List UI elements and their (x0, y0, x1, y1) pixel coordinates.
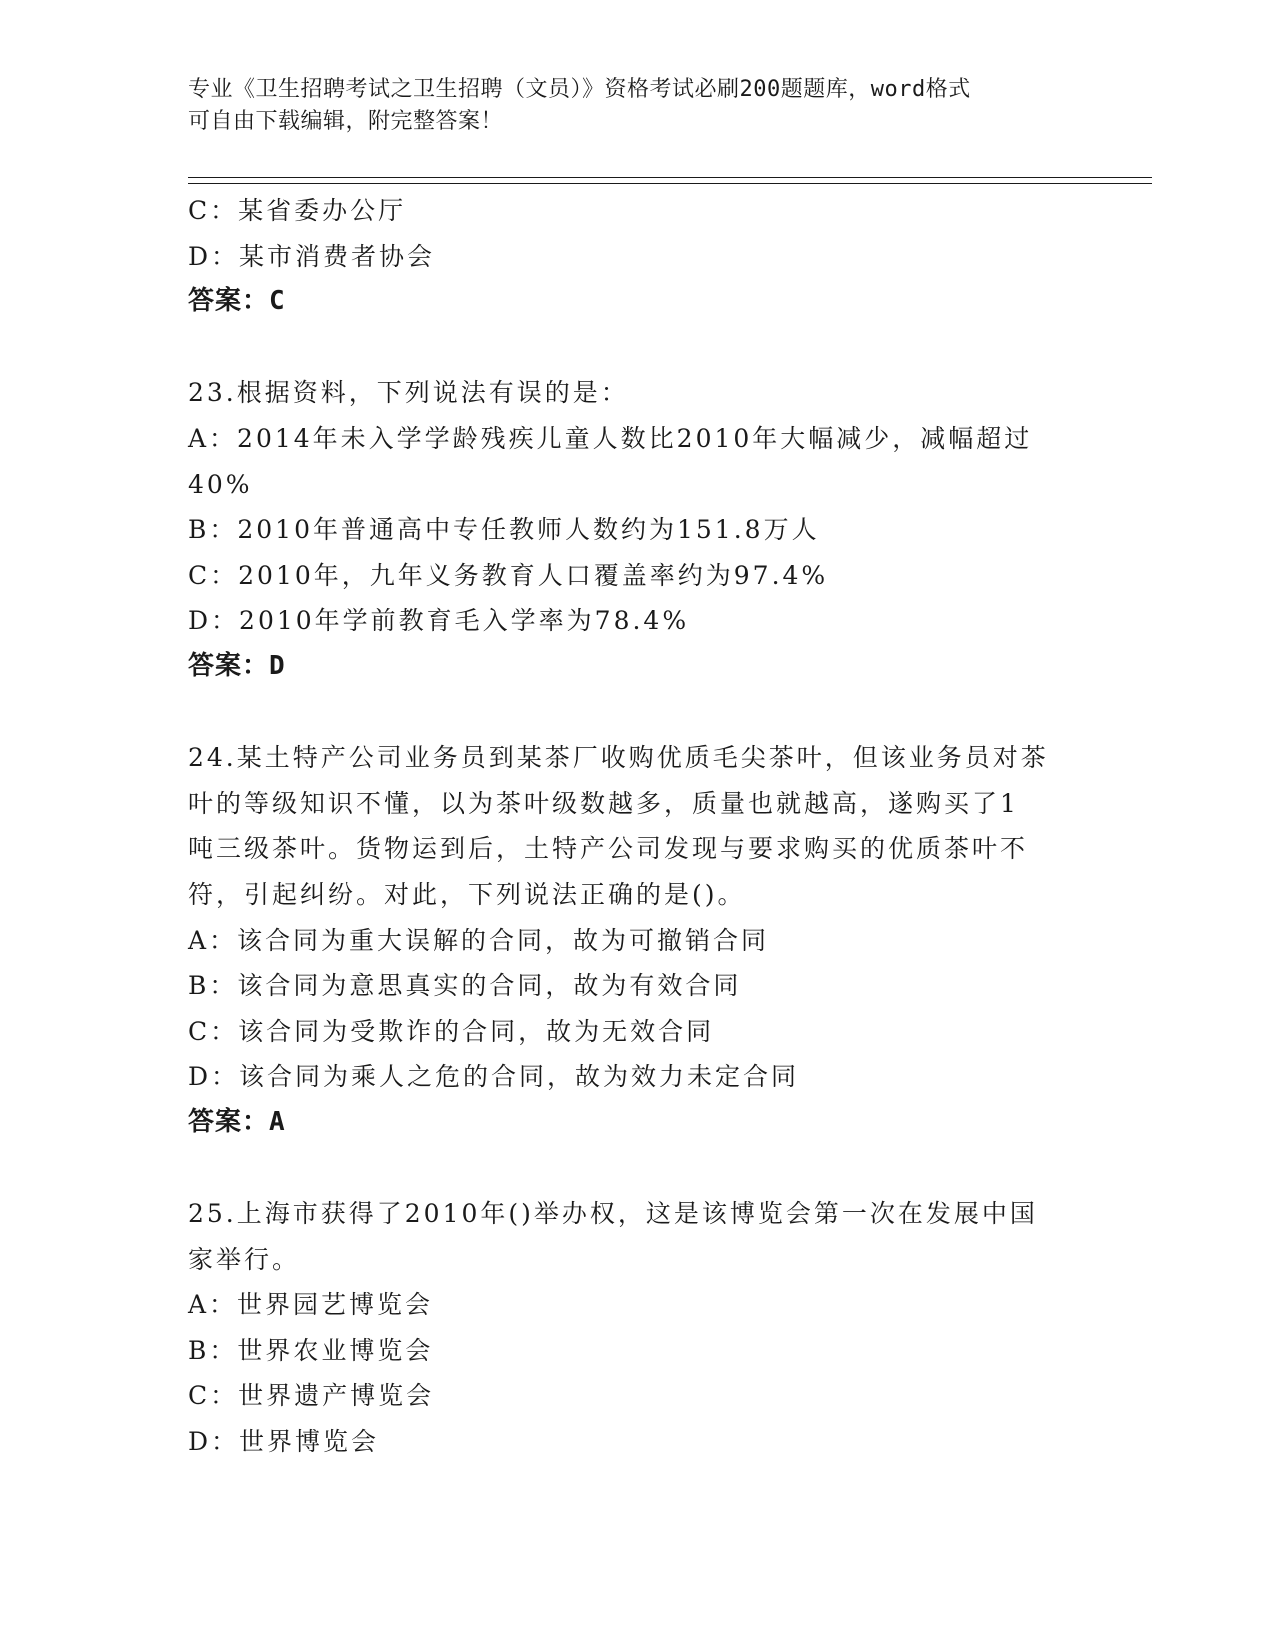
question-stem: 23.根据资料，下列说法有误的是： (188, 378, 629, 408)
header-rule-bottom (188, 183, 1152, 184)
spacer (188, 1145, 1088, 1191)
header-line-2: 可自由下载编辑，附完整答案！ (188, 109, 504, 134)
option-c: C：该合同为受欺诈的合同，故为无效合同 (188, 1016, 715, 1046)
question-25 (188, 1191, 1088, 1465)
option-d: D：该合同为乘人之危的合同，故为效力未定合同 (188, 1062, 800, 1092)
option-d: D：世界博览会 (188, 1427, 380, 1457)
answer-line: 答案：C (188, 286, 286, 317)
option-a: A：该合同为重大误解的合同，故为可撤销合同 (188, 925, 770, 955)
option-a: A：2014年未入学学龄残疾儿童人数比2010年大幅减少，减幅超过 (188, 423, 1033, 453)
option-b: B：世界农业博览会 (188, 1335, 434, 1365)
question-stem: 25.上海市获得了2010年()举办权，这是该博览会第一次在发展中国 (188, 1199, 1038, 1229)
question-24 (188, 735, 1088, 1145)
document-header (188, 74, 1068, 138)
option-c: C：世界遗产博览会 (188, 1381, 435, 1411)
option-d: D：2010年学前教育毛入学率为78.4% (188, 606, 690, 636)
prev-question-block (188, 188, 1088, 325)
question-content (188, 188, 1088, 1465)
spacer (188, 325, 1088, 371)
question-stem-continued: 家举行。 (188, 1244, 301, 1274)
question-stem-continued: 符，引起纠纷。对此，下列说法正确的是()。 (188, 879, 746, 909)
option-a: A：世界园艺博览会 (188, 1290, 434, 1320)
question-23 (188, 370, 1088, 689)
option-d: D：某市消费者协会 (188, 241, 436, 271)
option-c: C：2010年，九年义务教育人口覆盖率约为97.4% (188, 560, 829, 590)
option-c: C：某省委办公厅 (188, 196, 407, 225)
header-line-1: 专业《卫生招聘考试之卫生招聘（文员）》资格考试必刷200题题库，word格式 (188, 77, 971, 102)
header-rule-top (188, 177, 1152, 178)
answer-line: 答案：D (188, 650, 286, 681)
option-b: B：该合同为意思真实的合同，故为有效合同 (188, 971, 742, 1001)
spacer (188, 690, 1088, 736)
answer-line: 答案：A (188, 1106, 286, 1137)
question-stem: 24.某土特产公司业务员到某茶厂收购优质毛尖茶叶，但该业务员对茶 (188, 743, 1049, 773)
question-stem-continued: 叶的等级知识不懂，以为茶叶级数越多，质量也就越高，遂购买了1 (188, 788, 1019, 818)
question-stem-continued: 吨三级茶叶。货物运到后，土特产公司发现与要求购买的优质茶叶不 (188, 834, 1029, 864)
option-b: B：2010年普通高中专任教师人数约为151.8万人 (188, 515, 820, 545)
option-a-continued: 40% (188, 469, 253, 499)
